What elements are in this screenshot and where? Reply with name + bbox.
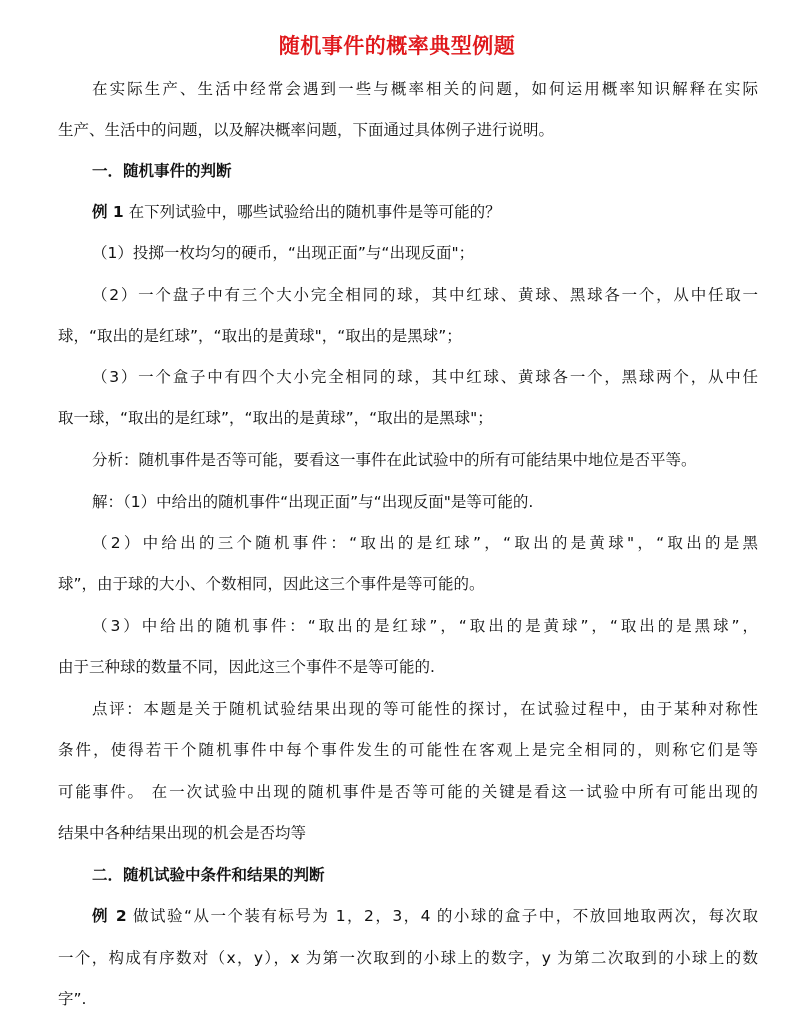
solution-part-2-line-1: （2）中给出的三个随机事件：“取出的是红球”，“取出的是黄球"，“取出的是黑 [92, 534, 758, 552]
example-2-line-2: 一个，构成有序数对（x，y），x 为第一次取到的小球上的数字，y 为第二次取到的小球上的数 [58, 949, 758, 967]
example-1-item-3-line-1: （3）一个盒子中有四个大小完全相同的球，其中红球、黄球各一个，黑球两个，从中任 [92, 368, 758, 386]
example-2-line-3: 字”. [58, 990, 87, 1008]
intro-line-1: 在实际生产、生活中经常会遇到一些与概率相关的问题，如何运用概率知识解释在实际 [92, 80, 758, 98]
example-1-item-2-line-1: （2）一个盘子中有三个大小完全相同的球，其中红球、黄球、黑球各一个，从中任取一 [92, 286, 758, 304]
example-2-label: 例 2 [92, 907, 127, 925]
intro-line-2: 生产、生活中的问题，以及解决概率问题，下面通过具体例子进行说明。 [58, 121, 555, 139]
comment-line-3: 可能事件。 在一次试验中出现的随机事件是否等可能的关键是看这一试验中所有可能出现的 [58, 783, 758, 801]
solution-part-2-line-2: 球”，由于球的大小、个数相同，因此这三个事件是等可能的。 [58, 575, 485, 593]
example-1-text: 在下列试验中，哪些试验给出的随机事件是等可能的？ [128, 203, 501, 221]
example-1-label: 例 1 [92, 203, 124, 221]
example-2-line-1 [92, 904, 758, 928]
example-1-item-2-line-2: 球，“取出的是红球”，“取出的是黄球"，“取出的是黑球”； [58, 327, 462, 345]
section-heading-1: 一．随机事件的判断 [92, 162, 232, 180]
comment-line-2: 条件，使得若干个随机事件中每个事件发生的可能性在客观上是完全相同的，则称它们是等 [58, 741, 758, 759]
solution-part-1: 解：（1）中给出的随机事件“出现正面”与“出现反面"是等可能的. [92, 493, 534, 511]
document-title: 随机事件的概率典型例题 [278, 33, 516, 58]
analysis-text: 分析：随机事件是否等可能，要看这一事件在此试验中的所有可能结果中地位是否平等。 [92, 451, 697, 469]
solution-part-3-line-2: 由于三种球的数量不同，因此这三个事件不是等可能的. [58, 658, 435, 676]
comment-line-1: 点评：本题是关于随机试验结果出现的等可能性的探讨，在试验过程中，由于某种对称性 [92, 700, 758, 718]
section-heading-2: 二．随机试验中条件和结果的判断 [92, 866, 325, 884]
example-1-question [92, 200, 758, 224]
example-1-item-1: （1）投掷一枚均匀的硬币，“出现正面”与“出现反面"； [92, 244, 475, 262]
solution-part-3-line-1: （3）中给出的随机事件：“取出的是红球”，“取出的是黄球”，“取出的是黑球”， [92, 617, 758, 635]
example-1-item-3-line-2: 取一球，“取出的是红球”，“取出的是黄球”，“取出的是黑球"； [58, 409, 493, 427]
comment-line-4: 结果中各种结果出现的机会是否均等 [58, 824, 307, 842]
example-2-text: 做试验“从一个装有标号为 1，2，3，4 的小球的盒子中，不放回地取两次，每次取 [133, 907, 758, 925]
